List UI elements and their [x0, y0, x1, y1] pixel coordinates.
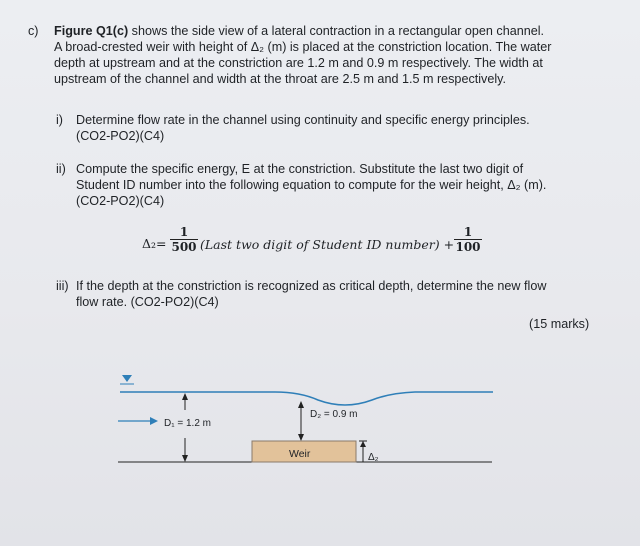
- part-iii-line-1: If the depth at the constriction is recognized as critical depth, determine the new flow: [76, 279, 547, 293]
- fraction-1-denominator: 500: [171, 240, 197, 254]
- equation-middle: (Last two digit of Student ID number) +: [200, 237, 455, 252]
- question-intro-line-1-rest: shows the side view of a lateral contraction in a rectangular open channel.: [128, 24, 545, 38]
- part-i-label: i): [56, 113, 63, 127]
- question-intro-line-3: depth at upstream and at the constriction are 1.2 m and 0.9 m respectively. The width at: [54, 56, 543, 70]
- equation-lhs: Δ₂=: [142, 236, 167, 251]
- d1-upper-arrow-icon: [182, 393, 188, 400]
- part-ii-line-3: (CO2-PO2)(C4): [76, 194, 165, 208]
- d2-upper-arrow-icon: [298, 401, 304, 408]
- flow-arrow-icon: [150, 417, 158, 425]
- part-ii-line-2: Student ID number into the following equation to compute for the weir height, Δ₂ (m).: [76, 178, 547, 192]
- fraction-2: [454, 225, 482, 254]
- fraction-2-denominator: 100: [455, 240, 481, 254]
- fraction-1: [170, 225, 198, 254]
- question-label: c): [28, 24, 39, 38]
- weir-height-equation: [142, 225, 612, 267]
- part-ii-line-1: Compute the specific energy, E at the constriction. Substitute the last two digit of: [76, 162, 524, 176]
- d1-label: D₁ = 1.2 m: [164, 418, 212, 429]
- d1-lower-arrow-icon: [182, 455, 188, 462]
- part-ii-label: ii): [56, 162, 66, 176]
- question-intro-line-4: upstream of the channel and width at the throat are 2.5 m and 1.5 m respectively.: [54, 72, 506, 86]
- fraction-1-numerator: 1: [179, 225, 189, 239]
- question-intro-line-1: [54, 24, 544, 39]
- part-i-line-2: (CO2-PO2)(C4): [76, 129, 165, 143]
- d2-label: D₂ = 0.9 m: [310, 409, 358, 420]
- water-surface-marker-icon: [122, 375, 132, 382]
- marks-label: (15 marks): [529, 317, 590, 331]
- delta-height-arrow-icon: [360, 441, 366, 447]
- figure-q1c-diagram: [100, 360, 520, 490]
- water-surface-line: [120, 392, 493, 405]
- delta-label: Δ₂: [368, 452, 379, 463]
- weir-label: Weir: [289, 448, 311, 460]
- figure-reference: Figure Q1(c): [54, 24, 129, 38]
- d2-lower-arrow-icon: [298, 434, 304, 441]
- part-i-line-1: Determine flow rate in the channel using continuity and specific energy principles.: [76, 113, 530, 127]
- question-intro-line-2: A broad-crested weir with height of Δ₂ (m) is placed at the constriction location. The water: [54, 40, 552, 54]
- part-iii-label: iii): [56, 279, 69, 293]
- fraction-2-numerator: 1: [463, 225, 473, 239]
- part-iii-line-2: flow rate. (CO2-PO2)(C4): [76, 295, 219, 309]
